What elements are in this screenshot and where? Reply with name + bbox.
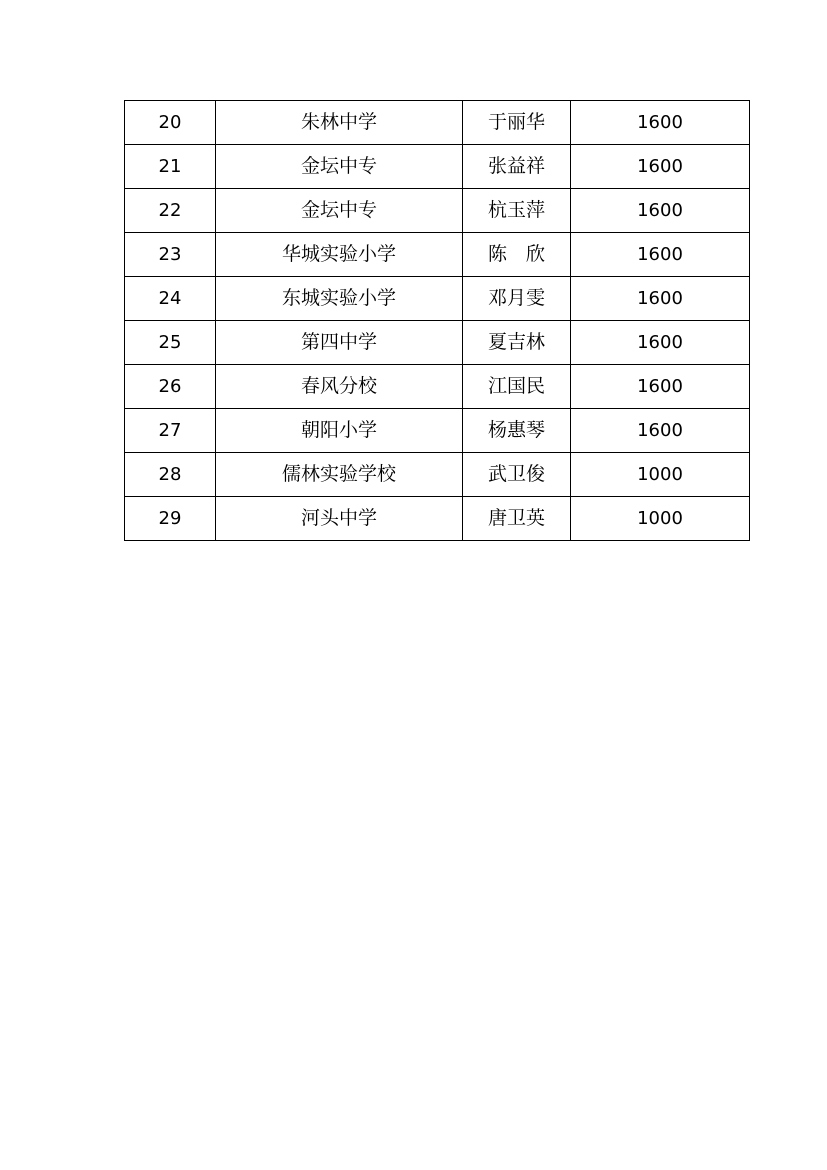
row-number-cell: 26 xyxy=(125,365,216,409)
school-cell: 第四中学 xyxy=(216,321,463,365)
row-number-cell: 29 xyxy=(125,497,216,541)
school-cell: 华城实验小学 xyxy=(216,233,463,277)
school-cell: 朝阳小学 xyxy=(216,409,463,453)
table-row xyxy=(125,409,750,453)
table-row xyxy=(125,321,750,365)
person-name-cell: 邓月雯 xyxy=(463,277,571,321)
row-number-cell: 27 xyxy=(125,409,216,453)
person-name-cell: 夏吉林 xyxy=(463,321,571,365)
table-row xyxy=(125,189,750,233)
amount-cell: 1600 xyxy=(571,321,750,365)
roster-table xyxy=(124,100,750,541)
amount-cell: 1600 xyxy=(571,365,750,409)
table-row xyxy=(125,365,750,409)
person-name-cell: 杨惠琴 xyxy=(463,409,571,453)
person-name-cell: 杭玉萍 xyxy=(463,189,571,233)
row-number-cell: 21 xyxy=(125,145,216,189)
roster-table-body xyxy=(125,101,750,541)
amount-cell: 1600 xyxy=(571,101,750,145)
row-number-cell: 23 xyxy=(125,233,216,277)
row-number-cell: 28 xyxy=(125,453,216,497)
school-cell: 河头中学 xyxy=(216,497,463,541)
amount-cell: 1000 xyxy=(571,497,750,541)
row-number-cell: 22 xyxy=(125,189,216,233)
school-cell: 春风分校 xyxy=(216,365,463,409)
school-cell: 金坛中专 xyxy=(216,189,463,233)
school-cell: 东城实验小学 xyxy=(216,277,463,321)
table-row xyxy=(125,453,750,497)
amount-cell: 1000 xyxy=(571,453,750,497)
person-name-cell: 陈 欣 xyxy=(463,233,571,277)
person-name-cell: 武卫俊 xyxy=(463,453,571,497)
row-number-cell: 20 xyxy=(125,101,216,145)
person-name-cell: 张益祥 xyxy=(463,145,571,189)
table-row xyxy=(125,145,750,189)
person-name-cell: 唐卫英 xyxy=(463,497,571,541)
school-cell: 金坛中专 xyxy=(216,145,463,189)
amount-cell: 1600 xyxy=(571,145,750,189)
amount-cell: 1600 xyxy=(571,409,750,453)
row-number-cell: 24 xyxy=(125,277,216,321)
school-cell: 儒林实验学校 xyxy=(216,453,463,497)
person-name-cell: 于丽华 xyxy=(463,101,571,145)
amount-cell: 1600 xyxy=(571,189,750,233)
row-number-cell: 25 xyxy=(125,321,216,365)
table-row xyxy=(125,101,750,145)
amount-cell: 1600 xyxy=(571,277,750,321)
amount-cell: 1600 xyxy=(571,233,750,277)
table-row xyxy=(125,497,750,541)
table-row xyxy=(125,233,750,277)
table-row xyxy=(125,277,750,321)
person-name-cell: 江国民 xyxy=(463,365,571,409)
school-cell: 朱林中学 xyxy=(216,101,463,145)
